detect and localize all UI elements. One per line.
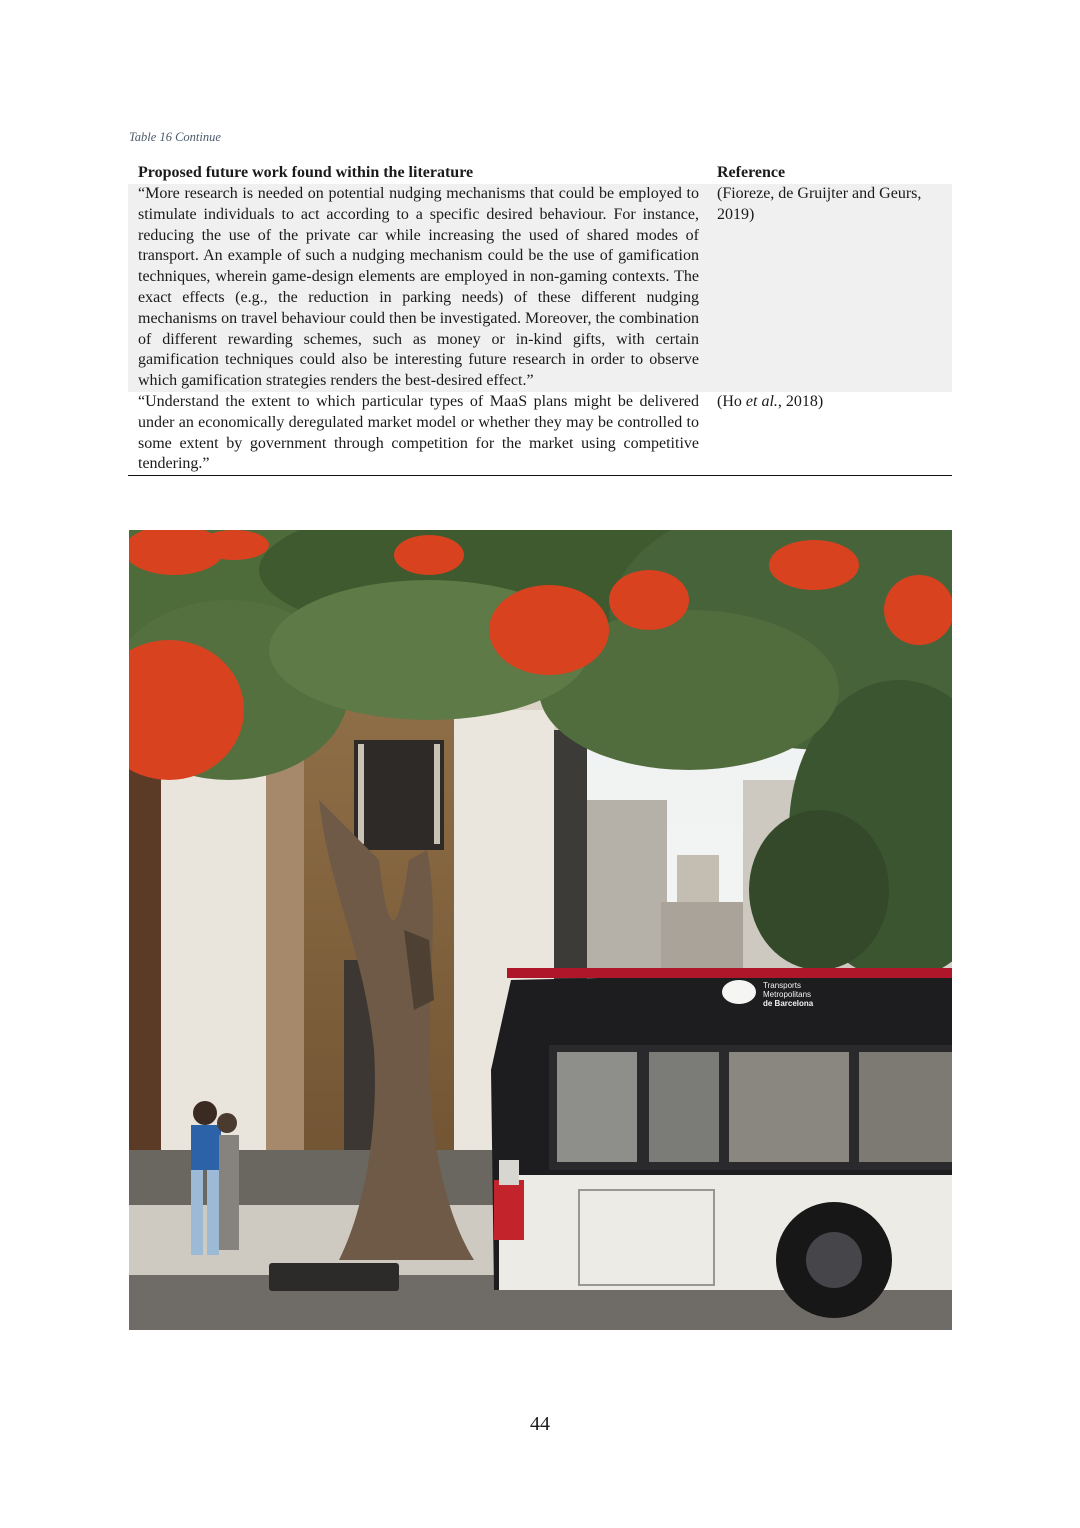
- reference-cell: (Fioreze, de Gruijter and Geurs, 2019): [709, 184, 952, 392]
- reference-et-al: et al.: [745, 392, 778, 410]
- street-bus-photo: [129, 530, 952, 1330]
- bus-operator-line1: Transports: [763, 981, 801, 990]
- tmb-logo-icon: [722, 980, 756, 1004]
- future-work-quote: “More research is needed on potential nudging mechanisms that could be employed to stimulate individuals to act according to a specific desired behaviour. For instance, reducing the use of the private car while increasing the used of shared modes of transport. An example of such a nudging mechanism could be the use of gamification techniques, wherein game-design elements are employed in non-gaming contexts. The exact effects (e.g., the reduction in parking needs) of these different nudging mechanisms on travel behaviour could then be investigated. Moreover, the combination of different rewarding schemes, such as money or in-kind gifts, with certain gamification techniques could also be interesting future research in order to observe which gamification strategies renders the best-desired effect.”: [128, 184, 709, 392]
- storm-drain: [269, 1263, 399, 1291]
- future-work-quote: “Understand the extent to which particular types of MaaS plans might be delivered under an economically deregulated market model or whether they may be controlled to some extent by government through competition for the market using competitive tendering.”: [128, 392, 709, 476]
- future-work-table: [128, 162, 952, 476]
- bus-operator-line3: de Barcelona: [763, 999, 814, 1008]
- bus: [491, 968, 952, 1318]
- background-building: [587, 800, 667, 970]
- table-header-row: [128, 162, 952, 184]
- reference-cell: [709, 392, 952, 476]
- table-caption: Table 16 Continue: [129, 130, 221, 144]
- header-reference: Reference: [717, 164, 786, 182]
- page-number: 44: [530, 1413, 550, 1435]
- reference-author: (Ho: [717, 392, 746, 410]
- table-row: [128, 184, 952, 392]
- header-proposed-future-work: Proposed future work found within the literature: [138, 164, 474, 182]
- reference-year: , 2018): [777, 392, 824, 410]
- table-row: [128, 392, 952, 476]
- bus-operator-line2: Metropolitans: [763, 990, 812, 999]
